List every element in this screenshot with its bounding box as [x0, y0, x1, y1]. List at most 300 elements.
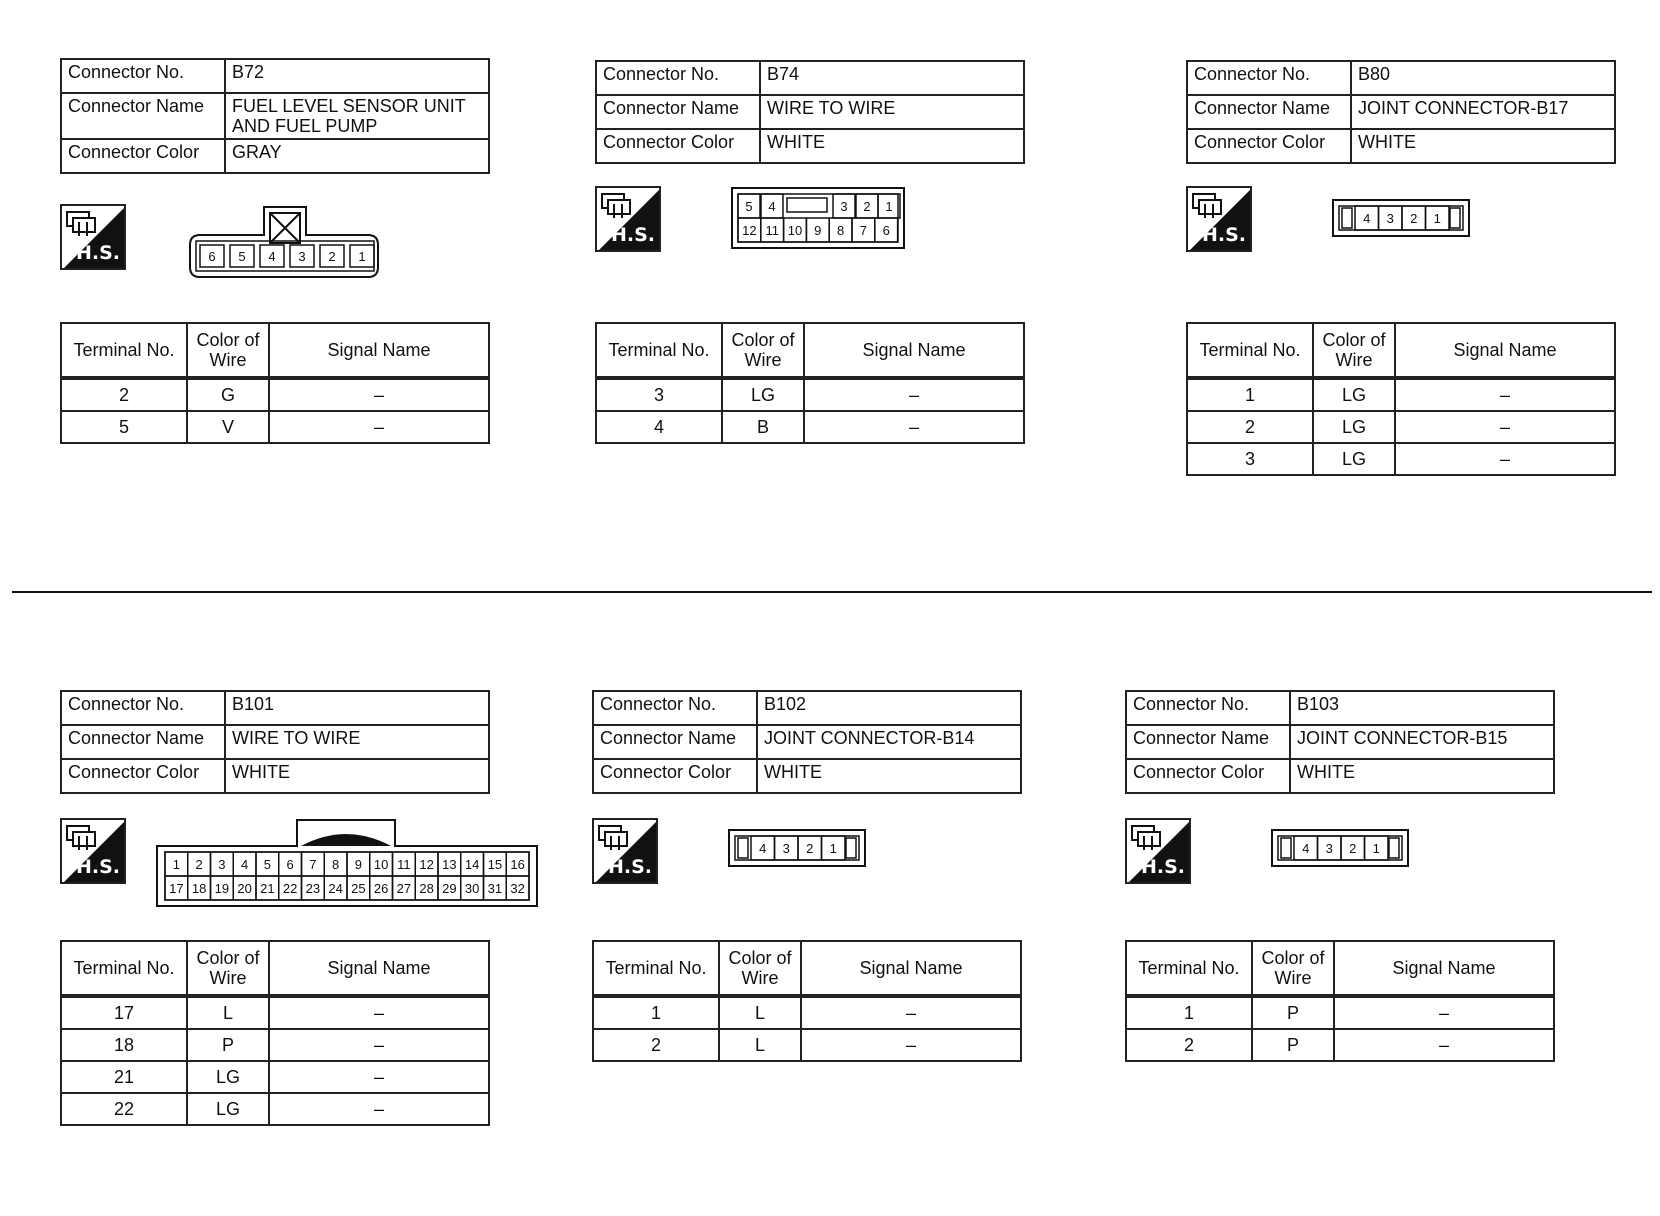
signal-name: – [1395, 411, 1615, 443]
connector-name-value: WIRE TO WIRE [225, 725, 489, 759]
connector-pin [415, 876, 438, 900]
pin-number: 32 [510, 881, 525, 896]
connector-pin [230, 245, 254, 267]
pin-number: 10 [787, 223, 803, 238]
terminal-row [61, 1061, 489, 1093]
connector-pin [260, 245, 284, 267]
connector-plug-icon [1130, 822, 1164, 852]
wire-color: LG [722, 378, 804, 411]
pin-number: 27 [396, 881, 412, 896]
pin-number: 23 [305, 881, 321, 896]
connector-color-row [596, 129, 1024, 163]
pin-number: 12 [419, 857, 434, 872]
connector-pin [279, 876, 302, 900]
connector-no-label: Connector No. [1187, 61, 1351, 95]
connector-pin [165, 876, 188, 900]
connector-pin [1355, 206, 1379, 230]
pin-number: 1 [1433, 211, 1441, 226]
pin-number: 6 [882, 223, 890, 238]
wire-color-header: Color of Wire [1252, 941, 1334, 996]
terminal-no: 1 [1187, 378, 1313, 411]
connector-pin [290, 245, 314, 267]
connector-name-label: Connector Name [596, 95, 760, 129]
connector-color-label: Connector Color [1187, 129, 1351, 163]
wire-color-header: Color of Wire [1313, 323, 1395, 378]
pin-number: 26 [373, 881, 389, 896]
harness-side-icon [1186, 186, 1252, 252]
connector-name-label: Connector Name [593, 725, 757, 759]
harness-side-icon [60, 204, 126, 270]
connector-pin [233, 876, 256, 900]
terminal-table-header [61, 941, 489, 996]
hs-label: H.S. [610, 224, 655, 246]
connector-pin [438, 876, 461, 900]
pin-number: 3 [1325, 841, 1333, 856]
connector-no-label: Connector No. [61, 691, 225, 725]
wire-color-header: Color of Wire [719, 941, 801, 996]
terminal-no: 2 [1187, 411, 1313, 443]
pin-number: 4 [1302, 841, 1310, 856]
terminal-no: 21 [61, 1061, 187, 1093]
signal-name: – [1334, 1029, 1554, 1061]
pin-number: 1 [829, 841, 837, 856]
connector-name-row [1126, 725, 1554, 759]
connector-pin [1294, 836, 1318, 860]
wire-color: P [1252, 1029, 1334, 1061]
pin-number: 12 [742, 223, 757, 238]
wire-color: L [187, 996, 269, 1029]
terminal-no-header: Terminal No. [61, 323, 187, 378]
connector-pin [256, 876, 279, 900]
pin-number: 5 [745, 199, 753, 214]
connector-color-label: Connector Color [1126, 759, 1290, 793]
wire-color: V [187, 411, 269, 443]
connector-pin [1341, 836, 1365, 860]
terminal-row [1187, 378, 1615, 411]
connector-pin [506, 876, 529, 900]
connector-no-row [61, 691, 489, 725]
terminal-no: 3 [1187, 443, 1313, 475]
pin-number: 13 [442, 857, 457, 872]
pin-number: 1 [885, 199, 893, 214]
connector-color-value: WHITE [1351, 129, 1615, 163]
connector-pin [302, 876, 325, 900]
connector-pin [878, 194, 900, 218]
signal-name-header: Signal Name [1334, 941, 1554, 996]
pin-number: 11 [765, 223, 779, 238]
pin-number: 7 [309, 857, 317, 872]
pin-number: 2 [863, 199, 871, 214]
signal-name-header: Signal Name [801, 941, 1021, 996]
terminal-no: 18 [61, 1029, 187, 1061]
terminal-row [61, 411, 489, 443]
pin-number: 5 [263, 857, 271, 872]
terminal-no-header: Terminal No. [1187, 323, 1313, 378]
connector-pin [211, 876, 234, 900]
connector-color-value: GRAY [225, 139, 489, 173]
harness-side-icon [60, 818, 126, 884]
terminal-row [61, 378, 489, 411]
wire-color: L [719, 1029, 801, 1061]
pin-number: 2 [328, 249, 336, 264]
wire-color-header: Color of Wire [187, 323, 269, 378]
connector-pin [324, 852, 347, 876]
connector-name-value: JOINT CONNECTOR-B15 [1290, 725, 1554, 759]
terminal-no-header: Terminal No. [593, 941, 719, 996]
pin-number: 1 [1372, 841, 1380, 856]
hs-label: H.S. [75, 856, 120, 878]
pin-number: 5 [238, 249, 246, 264]
connector-pin [165, 852, 188, 876]
connector-face [188, 205, 384, 286]
connector-no-label: Connector No. [61, 59, 225, 93]
terminal-table [592, 940, 1022, 1062]
connector-color-label: Connector Color [593, 759, 757, 793]
connector-name-value: WIRE TO WIRE [760, 95, 1024, 129]
terminal-table-header [593, 941, 1021, 996]
pin-number: 1 [172, 857, 180, 872]
terminal-row [593, 1029, 1021, 1061]
connector-no-value: B101 [225, 691, 489, 725]
pin-number: 22 [282, 881, 298, 896]
pin-number: 2 [1410, 211, 1418, 226]
pin-number: 16 [510, 857, 525, 872]
connector-plug-icon [1191, 190, 1225, 220]
terminal-no-header: Terminal No. [596, 323, 722, 378]
pin-number: 2 [195, 857, 203, 872]
terminal-row [1187, 443, 1615, 475]
terminal-table [60, 322, 490, 444]
connector-plug-icon [600, 190, 634, 220]
terminal-row [61, 1029, 489, 1061]
connector-pin [256, 852, 279, 876]
signal-name: – [1395, 443, 1615, 475]
connector-name-label: Connector Name [61, 725, 225, 759]
connector-pin [350, 245, 374, 267]
terminal-no: 5 [61, 411, 187, 443]
signal-name: – [801, 1029, 1021, 1061]
pin-number: 9 [354, 857, 362, 872]
connector-face-drawing [730, 186, 906, 250]
connector-face-drawing [155, 818, 539, 908]
terminal-row [596, 411, 1024, 443]
connector-name-value: JOINT CONNECTOR-B14 [757, 725, 1021, 759]
wire-color: P [1252, 996, 1334, 1029]
connector-pin [324, 876, 347, 900]
pin-number: 3 [1386, 211, 1394, 226]
connector-color-value: WHITE [760, 129, 1024, 163]
connector-color-row [61, 759, 489, 793]
hs-label: H.S. [1201, 224, 1246, 246]
connector-pin [211, 852, 234, 876]
connector-pin [347, 852, 370, 876]
pin-number: 4 [268, 249, 276, 264]
terminal-no: 1 [1126, 996, 1252, 1029]
connector-pin [751, 836, 775, 860]
connector-color-label: Connector Color [61, 759, 225, 793]
connector-pin [370, 852, 393, 876]
wire-color-header: Color of Wire [187, 941, 269, 996]
connector-face-drawing [188, 205, 384, 281]
terminal-table [595, 322, 1025, 444]
connector-face-drawing [727, 828, 867, 868]
connector-no-label: Connector No. [593, 691, 757, 725]
connector-no-row [1126, 691, 1554, 725]
hs-label: H.S. [1140, 856, 1185, 878]
terminal-no: 2 [593, 1029, 719, 1061]
pin-number: 6 [286, 857, 294, 872]
connector-color-row [1126, 759, 1554, 793]
connector-pin [415, 852, 438, 876]
connector-face [730, 186, 906, 255]
pin-number: 8 [332, 857, 340, 872]
connector-info-table [1125, 690, 1555, 794]
connector-plug-icon [597, 822, 631, 852]
terminal-no: 17 [61, 996, 187, 1029]
signal-name: – [804, 411, 1024, 443]
terminal-no: 4 [596, 411, 722, 443]
wire-color: LG [187, 1061, 269, 1093]
pin-number: 3 [840, 199, 848, 214]
signal-name-header: Signal Name [269, 941, 489, 996]
pin-number: 30 [464, 881, 480, 896]
signal-name-header: Signal Name [269, 323, 489, 378]
connector-no-row [1187, 61, 1615, 95]
terminal-no: 2 [1126, 1029, 1252, 1061]
wire-color-header: Color of Wire [722, 323, 804, 378]
connector-pin [833, 194, 855, 218]
connector-color-row [61, 139, 489, 173]
signal-name: – [1395, 378, 1615, 411]
pin-number: 4 [768, 199, 776, 214]
connector-name-row [596, 95, 1024, 129]
connector-pin [393, 852, 416, 876]
connector-face [1270, 828, 1410, 873]
connector-pin [233, 852, 256, 876]
section-divider [12, 591, 1652, 593]
connector-face [727, 828, 867, 873]
pin-number: 21 [260, 881, 275, 896]
terminal-table-header [596, 323, 1024, 378]
connector-face-drawing [1331, 198, 1471, 238]
pin-number: 17 [169, 881, 184, 896]
connector-face [155, 818, 539, 913]
connector-no-value: B103 [1290, 691, 1554, 725]
pin-number: 7 [859, 223, 868, 238]
pin-number: 20 [237, 881, 252, 896]
connector-pin [320, 245, 344, 267]
harness-side-icon [592, 818, 658, 884]
connector-pin [822, 836, 846, 860]
connector-name-row [61, 725, 489, 759]
connector-pin [856, 194, 878, 218]
connector-name-row [1187, 95, 1615, 129]
wire-color: LG [187, 1093, 269, 1125]
terminal-table-header [1187, 323, 1615, 378]
connector-pin [461, 852, 484, 876]
pin-number: 3 [782, 841, 790, 856]
signal-name: – [1334, 996, 1554, 1029]
wire-color: P [187, 1029, 269, 1061]
pin-number: 31 [487, 881, 503, 896]
pin-number: 14 [464, 857, 480, 872]
terminal-no: 22 [61, 1093, 187, 1125]
connector-no-value: B74 [760, 61, 1024, 95]
connector-name-label: Connector Name [1187, 95, 1351, 129]
connector-plug-icon [65, 822, 99, 852]
terminal-table [1186, 322, 1616, 476]
wire-color: G [187, 378, 269, 411]
terminal-table [1125, 940, 1555, 1062]
connector-color-value: WHITE [757, 759, 1021, 793]
connector-pin [279, 852, 302, 876]
wire-color: LG [1313, 378, 1395, 411]
connector-no-value: B80 [1351, 61, 1615, 95]
connector-no-row [596, 61, 1024, 95]
connector-no-value: B102 [757, 691, 1021, 725]
connector-pin [438, 852, 461, 876]
wire-color: LG [1313, 443, 1395, 475]
connector-pin [761, 218, 784, 242]
pin-number: 9 [814, 223, 822, 238]
connector-info-table [592, 690, 1022, 794]
terminal-row [1187, 411, 1615, 443]
pin-number: 4 [1363, 211, 1371, 226]
terminal-no: 2 [61, 378, 187, 411]
terminal-row [596, 378, 1024, 411]
connector-pin [1402, 206, 1426, 230]
connector-color-value: WHITE [1290, 759, 1554, 793]
terminal-no-header: Terminal No. [1126, 941, 1252, 996]
connector-name-row [61, 93, 489, 139]
terminal-row [593, 996, 1021, 1029]
connector-no-value: B72 [225, 59, 489, 93]
terminal-table [60, 940, 490, 1126]
pin-number: 10 [373, 857, 389, 872]
connector-pin [1426, 206, 1450, 230]
connector-pin [852, 218, 875, 242]
wire-color: LG [1313, 411, 1395, 443]
signal-name: – [269, 378, 489, 411]
connector-color-row [593, 759, 1021, 793]
connector-pin [875, 218, 898, 242]
connector-color-value: WHITE [225, 759, 489, 793]
pin-number: 1 [358, 249, 366, 264]
connector-pin [806, 218, 829, 242]
pin-number: 29 [442, 881, 457, 896]
signal-name-header: Signal Name [1395, 323, 1615, 378]
connector-color-label: Connector Color [61, 139, 225, 173]
pin-number: 3 [298, 249, 306, 264]
terminal-no-header: Terminal No. [61, 941, 187, 996]
hs-label: H.S. [75, 242, 120, 264]
pin-number: 19 [214, 881, 230, 896]
pin-number: 15 [487, 857, 503, 872]
pin-number: 2 [806, 841, 814, 856]
connector-info-table [60, 58, 490, 174]
connector-face [1331, 198, 1471, 243]
pin-number: 28 [419, 881, 434, 896]
connector-info-table [595, 60, 1025, 164]
connector-name-label: Connector Name [1126, 725, 1290, 759]
harness-side-icon [595, 186, 661, 252]
connector-pin [1379, 206, 1403, 230]
connector-color-row [1187, 129, 1615, 163]
signal-name: – [269, 996, 489, 1029]
connector-pin [506, 852, 529, 876]
connector-no-row [61, 59, 489, 93]
connector-pin [829, 218, 852, 242]
pin-number: 6 [208, 249, 216, 264]
pin-number: 3 [218, 857, 226, 872]
connector-info-table [1186, 60, 1616, 164]
connector-pin [798, 836, 822, 860]
signal-name: – [269, 1029, 489, 1061]
connector-pin [484, 876, 507, 900]
terminal-row [61, 1093, 489, 1125]
harness-side-icon [1125, 818, 1191, 884]
pin-number: 11 [397, 857, 411, 872]
connector-pin [1365, 836, 1389, 860]
signal-name: – [804, 378, 1024, 411]
connector-no-row [593, 691, 1021, 725]
connector-name-label: Connector Name [61, 93, 225, 139]
signal-name-header: Signal Name [804, 323, 1024, 378]
hs-label: H.S. [607, 856, 652, 878]
connector-pin [761, 194, 783, 218]
connector-pin [188, 876, 211, 900]
signal-name: – [801, 996, 1021, 1029]
connector-pin [784, 218, 807, 242]
pin-number: 4 [759, 841, 767, 856]
pin-number: 25 [351, 881, 366, 896]
connector-pin [1318, 836, 1342, 860]
connector-pin [738, 218, 761, 242]
connector-face-drawing [1270, 828, 1410, 868]
wire-color: L [719, 996, 801, 1029]
connector-no-label: Connector No. [596, 61, 760, 95]
connector-pin [302, 852, 325, 876]
terminal-row [1126, 1029, 1554, 1061]
terminal-table-header [61, 323, 489, 378]
pin-number: 8 [836, 223, 845, 238]
signal-name: – [269, 1093, 489, 1125]
connector-name-value: JOINT CONNECTOR-B17 [1351, 95, 1615, 129]
pin-number: 4 [241, 857, 249, 872]
connector-color-label: Connector Color [596, 129, 760, 163]
connector-pin [370, 876, 393, 900]
terminal-table-header [1126, 941, 1554, 996]
connector-plug-icon [65, 208, 99, 238]
connector-pin [200, 245, 224, 267]
connector-pin [484, 852, 507, 876]
connector-no-label: Connector No. [1126, 691, 1290, 725]
terminal-no: 3 [596, 378, 722, 411]
connector-pin [461, 876, 484, 900]
connector-pin [738, 194, 760, 218]
wire-color: B [722, 411, 804, 443]
pin-number: 18 [191, 881, 207, 896]
terminal-row [61, 996, 489, 1029]
pin-number: 24 [328, 881, 343, 896]
pin-number: 2 [1349, 841, 1357, 856]
connector-name-value: FUEL LEVEL SENSOR UNIT AND FUEL PUMP [225, 93, 489, 139]
connector-pin [775, 836, 799, 860]
connector-pin [188, 852, 211, 876]
signal-name: – [269, 1061, 489, 1093]
terminal-row [1126, 996, 1554, 1029]
connector-pin [347, 876, 370, 900]
